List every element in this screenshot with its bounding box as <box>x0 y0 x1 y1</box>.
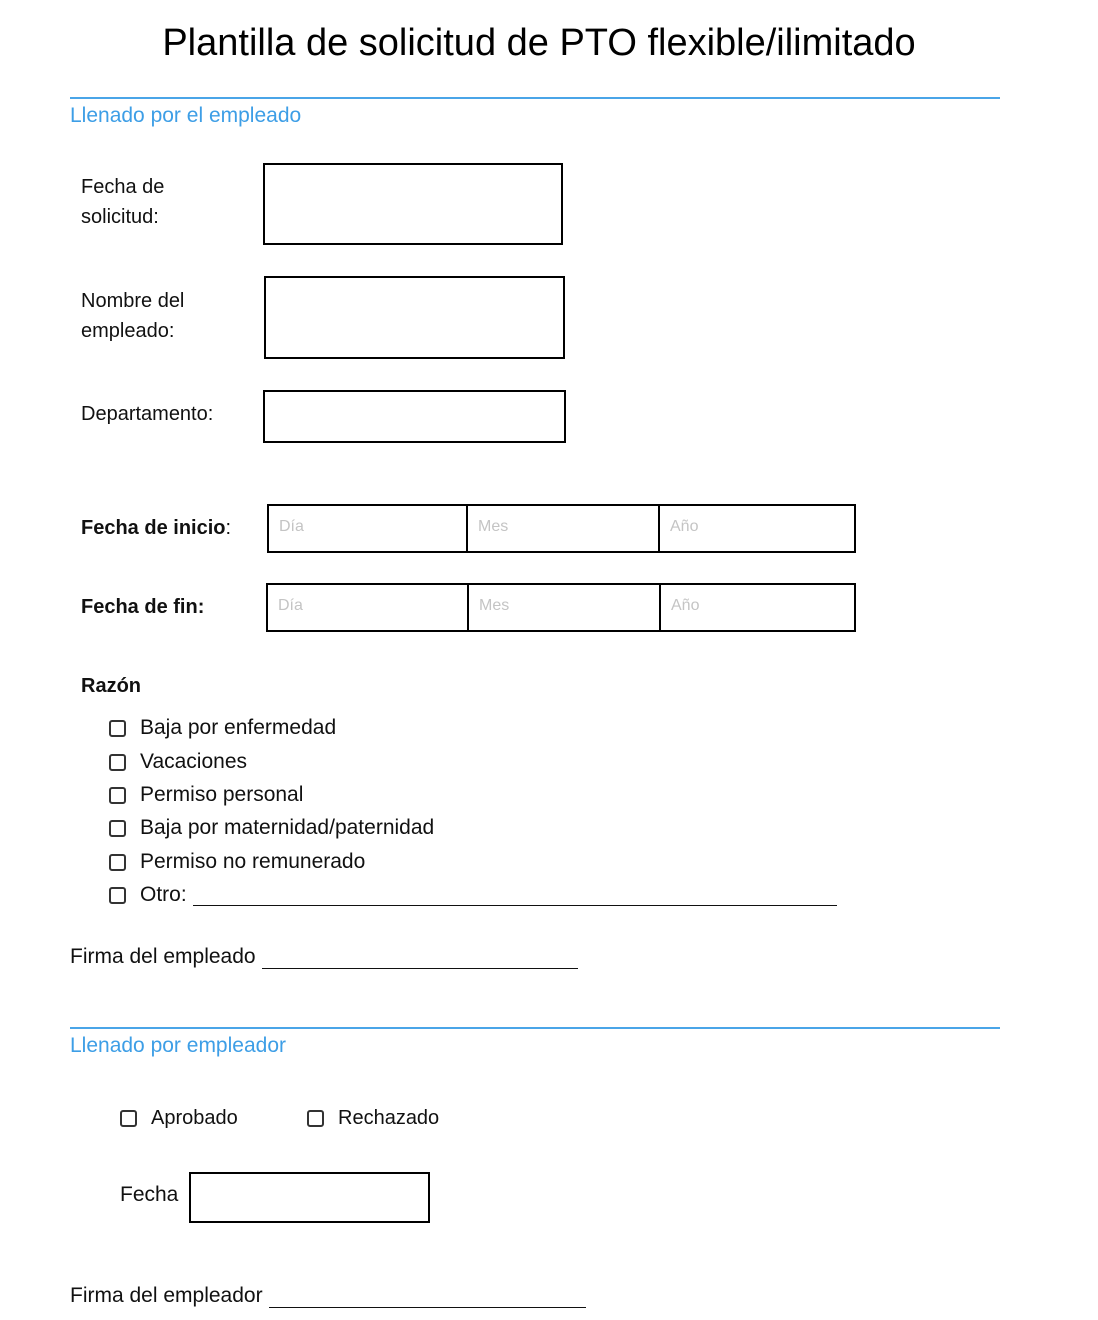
employer-section-heading: Llenado por empleador <box>70 1034 286 1057</box>
option-label: Aprobado <box>151 1107 238 1129</box>
start-date-label: Fecha de inicio: <box>81 517 232 539</box>
end-day-input[interactable]: Día <box>278 597 303 614</box>
department-field[interactable] <box>263 390 566 443</box>
reason-option-sick-leave[interactable] <box>109 716 336 740</box>
page-title: Plantilla de solicitud de PTO flexible/ilimitado <box>162 22 916 64</box>
option-label: Permiso no remunerado <box>140 850 366 873</box>
option-label: Baja por enfermedad <box>140 716 337 739</box>
request-date-field[interactable] <box>263 163 563 245</box>
reason-option-vacation[interactable] <box>109 750 247 774</box>
option-label: Baja por maternidad/paternidad <box>140 816 435 839</box>
reason-option-unpaid[interactable] <box>109 850 365 874</box>
reason-option-personal[interactable] <box>109 783 303 807</box>
checkbox[interactable] <box>120 1110 137 1127</box>
employer-signature-line[interactable] <box>269 1287 586 1308</box>
employer-date-label: Fecha <box>120 1183 179 1206</box>
employee-section-heading: Llenado por el empleado <box>70 104 302 127</box>
employee-name-label: Nombre del empleado: <box>81 290 185 342</box>
end-date-field <box>266 583 856 632</box>
end-year-input[interactable]: Año <box>659 585 854 630</box>
reason-option-parental[interactable] <box>109 816 434 840</box>
checkbox[interactable] <box>109 887 126 904</box>
rejected-option[interactable] <box>307 1107 439 1130</box>
employee-name-field[interactable] <box>264 276 565 359</box>
approved-option[interactable] <box>120 1107 238 1130</box>
checkbox[interactable] <box>307 1110 324 1127</box>
option-label: Permiso personal <box>140 783 304 806</box>
employer-signature <box>70 1284 586 1308</box>
checkbox[interactable] <box>109 720 126 737</box>
employer-date-field[interactable] <box>189 1172 430 1223</box>
option-label: Vacaciones <box>140 750 248 773</box>
employee-signature-line[interactable] <box>262 948 578 969</box>
start-year-input[interactable]: Año <box>658 506 854 551</box>
employer-signature-label: Firma del empleador <box>70 1284 263 1307</box>
checkbox[interactable] <box>109 854 126 871</box>
section-divider <box>70 97 1000 99</box>
end-month-input[interactable]: Mes <box>467 585 659 630</box>
option-label: Rechazado <box>338 1107 440 1129</box>
start-date-field <box>267 504 856 553</box>
checkbox[interactable] <box>109 754 126 771</box>
reason-heading: Razón <box>81 675 141 697</box>
option-label: Otro: <box>140 883 187 906</box>
section-divider <box>70 1027 1000 1029</box>
reason-option-other[interactable] <box>109 883 837 907</box>
end-date-label: Fecha de fin: <box>81 596 205 618</box>
request-date-label: Fecha de solicitud: <box>81 176 165 228</box>
checkbox[interactable] <box>109 787 126 804</box>
checkbox[interactable] <box>109 820 126 837</box>
start-month-input[interactable]: Mes <box>466 506 658 551</box>
department-label: Departamento: <box>81 403 214 425</box>
employee-signature-label: Firma del empleado <box>70 945 256 968</box>
start-day-input[interactable]: Día <box>279 518 304 535</box>
other-reason-line[interactable] <box>193 885 837 906</box>
employee-signature <box>70 945 578 969</box>
